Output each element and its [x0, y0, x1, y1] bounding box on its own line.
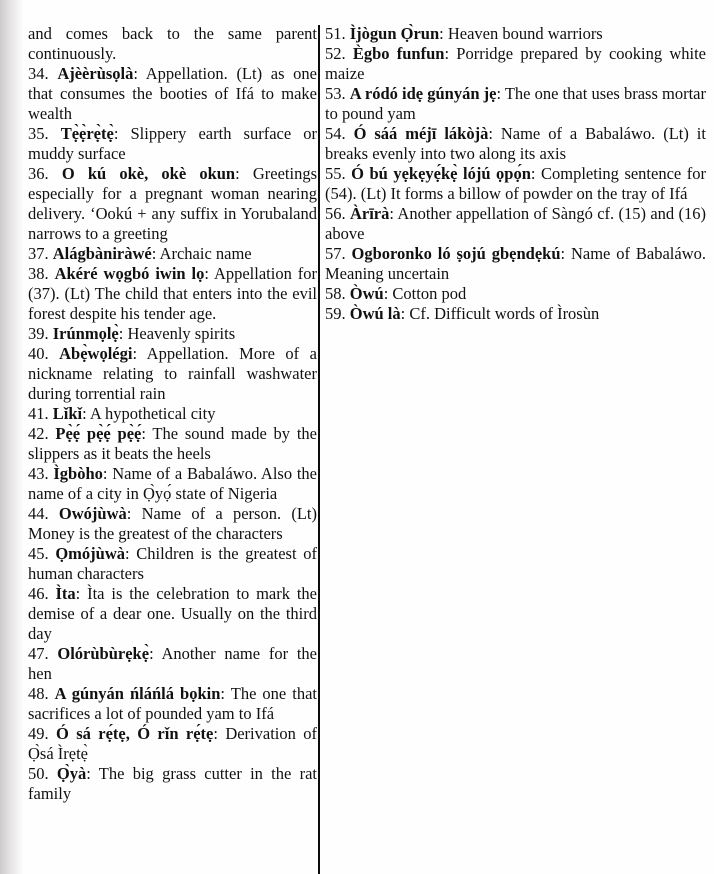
entry-term: Pẹ̀ẹ́ pẹ̀ẹ́ pẹ̀ẹ́: [55, 424, 142, 443]
entry-term: A gúnyán ńláńlá bọkin: [54, 684, 221, 703]
entry-number: 39.: [28, 324, 53, 343]
glossary-entry: [28, 544, 317, 584]
entry-number: 47.: [28, 644, 58, 663]
entry-term: Ọ̀yà: [56, 764, 87, 783]
right-column: [325, 24, 706, 324]
entry-number: 52.: [325, 44, 353, 63]
glossary-entry: [28, 424, 317, 464]
entry-term: Àrīrà: [349, 204, 390, 223]
entry-definition: : Appellation. (Lt) as one that consumes the booties of Ifá to make wealth: [28, 64, 318, 123]
entry-definition: : Name of a Babaláwo. Also the name of a city in Ọ̀yọ́ state of Nigeria: [28, 464, 318, 503]
entry-definition: : Another appellation of Sàngó cf. (15) and (16) above: [325, 204, 706, 243]
entry-term: Irúnmọlẹ̀: [52, 324, 119, 343]
entry-definition: : The sound made by the slippers as it beats the heels: [28, 424, 317, 463]
glossary-entry: [325, 84, 706, 124]
glossary-entry: [28, 684, 317, 724]
entry-number: 41.: [28, 404, 53, 423]
entry-number: 57.: [325, 244, 352, 263]
entry-term: Ègbo funfun: [352, 44, 445, 63]
entry-number: 43.: [28, 464, 54, 483]
entry-number: 45.: [28, 544, 56, 563]
entry-definition: : The one that sacrifices a lot of pounded yam to Ifá: [28, 684, 318, 723]
glossary-entry: [28, 644, 317, 684]
entry-term: Ogboronko ló ṣojú gbẹndẹkú: [351, 244, 561, 263]
entry-definition: : Slippery earth surface or muddy surface: [28, 124, 317, 163]
glossary-entry: [28, 404, 317, 424]
entry-number: 51.: [325, 24, 350, 43]
entry-number: 38.: [28, 264, 55, 283]
glossary-entry: [325, 44, 706, 84]
entry-definition: : Archaic name: [151, 244, 252, 263]
entry-term: Owójùwà: [58, 504, 127, 523]
entry-term: Òwú: [349, 284, 384, 303]
glossary-entry: [325, 24, 706, 44]
entry-definition: : Children is the greatest of human characters: [28, 544, 318, 583]
entry-definition: : The one that uses brass mortar to pound yam: [325, 84, 706, 123]
glossary-entry: [28, 164, 317, 244]
entry-definition: : Heavenly spirits: [118, 324, 236, 343]
entry-term: Akéré wọgbó iwin lọ: [54, 264, 205, 283]
entry-term: Olórùbùrẹkẹ̀: [57, 644, 150, 663]
entry-number: 48.: [28, 684, 55, 703]
entry-number: 56.: [325, 204, 350, 223]
entry-number: 36.: [28, 164, 62, 183]
entry-number: 42.: [28, 424, 56, 443]
entry-number: 44.: [28, 504, 59, 523]
entry-definition: : Porridge prepared by cooking white maize: [325, 44, 707, 83]
glossary-entry: [325, 304, 706, 324]
entry-definition: : A hypothetical city: [82, 404, 216, 423]
entry-number: 58.: [325, 284, 350, 303]
glossary-entry: [28, 324, 317, 344]
entry-definition: : Appellation. More of a nickname relating to rainfall washwater during torrential rain: [28, 344, 317, 403]
entry-definition: : Appellation for (37). (Lt) The child that enters into the evil forest despite his tender age.: [28, 264, 318, 323]
entry-term: A ródó idẹ gúnyán jẹ: [349, 84, 497, 103]
entry-number: 40.: [28, 344, 60, 363]
entry-term: Òwú là: [349, 304, 401, 323]
entry-definition: : The big grass cutter in the rat family: [28, 764, 318, 803]
entry-term: Ìgbòho: [53, 464, 103, 483]
entry-term: Ọmójùwà: [55, 544, 125, 563]
scan-edge-shadow: [0, 0, 24, 874]
glossary-entry: [325, 244, 706, 284]
glossary-entry: [28, 464, 317, 504]
entry-definition: : Name of Babaláwo. Meaning uncertain: [325, 244, 706, 283]
column-divider-rule: [318, 25, 320, 874]
glossary-entry: [325, 204, 706, 244]
entry-number: 59.: [325, 304, 350, 323]
glossary-entry: [28, 724, 317, 764]
entry-term: Abẹ̀wọlégi: [59, 344, 133, 363]
entry-number: 49.: [28, 724, 56, 743]
entry-number: 34.: [28, 64, 58, 83]
entry-term: Ajèèrùsọlà: [57, 64, 134, 83]
entry-definition: : Heaven bound warriors: [439, 24, 603, 43]
entry-term: Ó bú yẹkẹyẹ́kẹ̀ lójú ọpọ́n: [351, 164, 531, 183]
entry-definition: : Another name for the hen: [28, 644, 317, 683]
entry-term: Tẹ̀ẹ̀rẹ̀tẹ̀: [60, 124, 114, 143]
glossary-entry: [28, 64, 317, 124]
left-column: [28, 24, 317, 804]
glossary-entry: [325, 164, 706, 204]
continuation-text: and comes back to the same parent continuously.: [28, 24, 317, 63]
entry-number: 35.: [28, 124, 61, 143]
glossary-entry: [28, 244, 317, 264]
entry-number: 37.: [28, 244, 53, 263]
entry-number: 46.: [28, 584, 56, 603]
entry-definition: : Completing sentence for (54). (Lt) It forms a billow of powder on the tray of Ifá: [325, 164, 706, 203]
entry-definition: : Cf. Difficult words of Ìrosùn: [400, 304, 600, 323]
entry-term: Ìjògun Ọ̀run: [349, 24, 440, 43]
entry-definition: : Greetings especially for a pregnant woman nearing delivery. ‘Ookú + any suffix in Yorubaland narrows to a greeting: [28, 164, 318, 243]
glossary-entry: [28, 504, 317, 544]
glossary-entry: [325, 284, 706, 304]
entry-term: O kú okè, okè okun: [61, 164, 236, 183]
entry-term: Ó sáá méjī lákòjà: [353, 124, 489, 143]
glossary-entry: [325, 124, 706, 164]
entry-definition: : Name of a person. (Lt) Money is the greatest of the characters: [28, 504, 318, 543]
glossary-entry: [28, 264, 317, 324]
entry-term: Ó sá rẹ́tẹ, Ó rǐn rẹ́tẹ: [56, 724, 214, 743]
entry-definition: : Name of a Babaláwo. (Lt) it breaks evenly into two along its axis: [325, 124, 706, 163]
entry-number: 54.: [325, 124, 354, 143]
entry-definition: : Ìta is the celebration to mark the demise of a dear one. Usually on the third day: [28, 584, 317, 643]
entry-definition: : Derivation of Ọ̀sá Ìrẹtẹ̀: [28, 724, 317, 763]
glossary-entry: [28, 124, 317, 164]
glossary-entry: [28, 344, 317, 404]
glossary-entry: [28, 764, 317, 804]
glossary-entry: [28, 584, 317, 644]
entry-definition: : Cotton pod: [383, 284, 467, 303]
entry-term: Ìta: [55, 584, 76, 603]
entry-number: 53.: [325, 84, 350, 103]
entry-term: Alágbàniràwé: [52, 244, 152, 263]
entry-number: 55.: [325, 164, 352, 183]
entry-number: 50.: [28, 764, 57, 783]
entry-term: Lǐkǐ: [52, 404, 83, 423]
